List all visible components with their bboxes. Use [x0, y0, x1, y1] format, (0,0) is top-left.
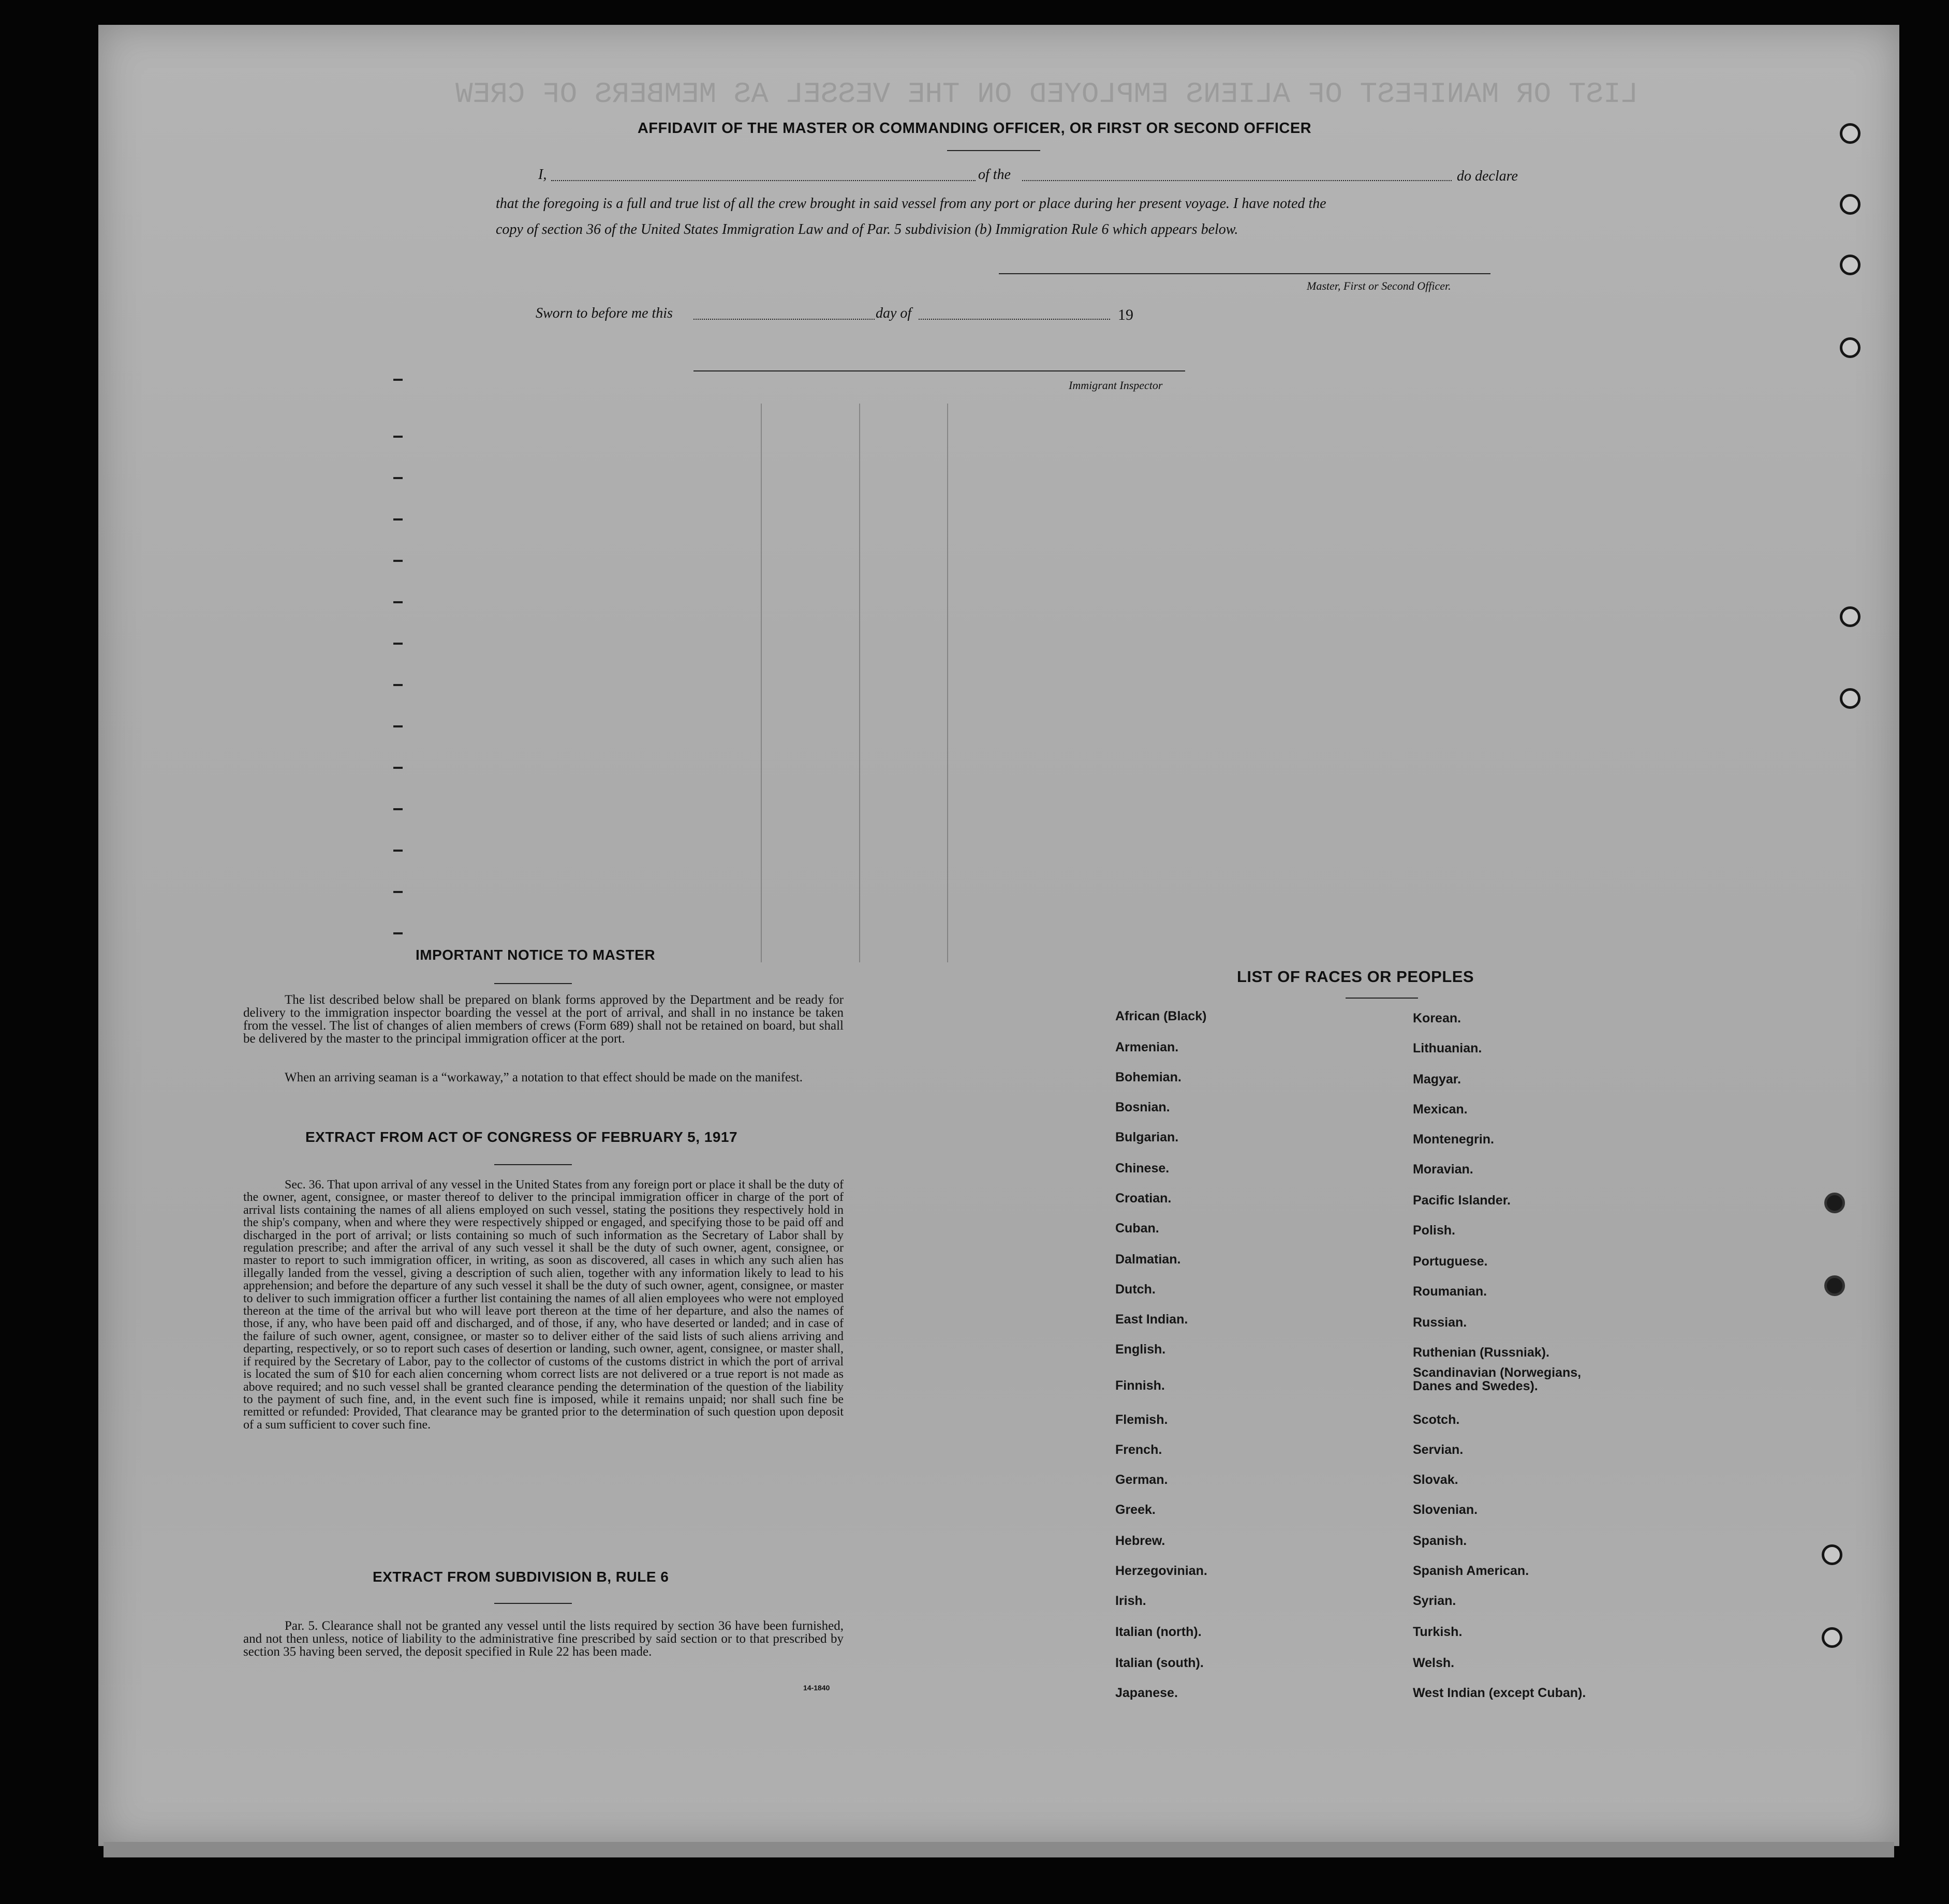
act-title: EXTRACT FROM ACT OF CONGRESS OF FEBRUARY 5, 1917	[305, 1129, 738, 1145]
punch-hole	[1840, 255, 1861, 275]
form-number: 14-1840	[803, 1684, 830, 1692]
punch-hole	[1840, 337, 1861, 358]
race-right-item: Lithuanian.	[1413, 1041, 1482, 1055]
race-left-item: Irish.	[1115, 1594, 1146, 1608]
race-right-item: Scandinavian (Norwegians, Danes and Swedes).	[1413, 1365, 1582, 1393]
race-right-item: Mexican.	[1413, 1102, 1468, 1117]
race-right-item: Magyar.	[1413, 1072, 1461, 1087]
race-right-item: Slovenian.	[1413, 1503, 1478, 1517]
rule-title: EXTRACT FROM SUBDIVISION B, RULE 6	[373, 1569, 669, 1585]
margin-mark	[393, 436, 403, 438]
affidavit-do-declare: do declare	[1457, 168, 1518, 184]
race-left-item: Greek.	[1115, 1503, 1156, 1517]
margin-mark	[393, 560, 403, 562]
sworn-label: Sworn to before me this	[536, 305, 673, 321]
race-right-item: Roumanian.	[1413, 1284, 1487, 1299]
race-left-item: Chinese.	[1115, 1161, 1170, 1176]
show-through-column-rule	[761, 404, 762, 962]
race-right-item: Polish.	[1413, 1223, 1455, 1238]
race-left-item: German.	[1115, 1472, 1168, 1487]
show-through-column-rule	[859, 404, 860, 962]
margin-mark	[393, 518, 403, 520]
act-section-36-text: Sec. 36. That upon arrival of any vessel in the United States from any foreign port or place it shall be the duty of the owner, agent, consignee, or master thereof to deliver to the principal immigration officer in charge of the port of arrival lists containing the names of all aliens employed on such vessel, stating the positions they respectively hold in the ship's company, when and where they were respectively shipped or engaged, and specifying those to be paid off and discharged in the port of arrival; or lists containing so much of such information as the Secretary of Labor shall by regulation prescribe; and after the arrival of any such vessel it shall be the duty of such owner, agent, consignee, or master to report to such immigration officer, in writing, as soon as discovered, all cases in which any such alien has illegally landed from the vessel, giving a description of such alien, together with any information likely to lead to his apprehension; and before the departure of any such vessel it shall be the duty of such owner, agent, consignee, or master to deliver to such immigration officer a further list containing the names of all alien employees who were not employed thereon at the time of the arrival but who will leave port thereon at the time of her departure, and also the names of those, if any, who have been paid off and discharged, and of those, if any, who have deserted or landed; and in case of the failure of such owner, agent, consignee, or master so to deliver either of the said lists of such aliens arriving and departing, respectively, or so to report such cases of desertion or landing, such owner, agent, consignee, or master shall, if required by the Secretary of Labor, pay to the collector of customs of the customs district in which the port of arrival is located the sum of $10 for each alien concerning whom correct lists are not delivered or a true report is not made as above required; and no such vessel shall be granted clearance pending the determination of the question of the liability to the payment of such fine, and, in the event such fine is imposed, while it remains unpaid; nor shall such fine be remitted or refunded: Provided, That clearance may be granted prior to the determination of such question upon deposit of a sum sufficient to cover such fine.	[243, 1178, 844, 1432]
margin-mark	[393, 891, 403, 893]
margin-mark	[393, 767, 403, 769]
race-left-item: Herzegovinian.	[1115, 1564, 1207, 1578]
sworn-month-field[interactable]	[919, 319, 1110, 320]
race-left-item: Dalmatian.	[1115, 1252, 1181, 1267]
race-left-item: English.	[1115, 1342, 1166, 1357]
punch-hole	[1824, 1193, 1845, 1213]
race-left-item: Croatian.	[1115, 1191, 1172, 1206]
form-page	[98, 25, 1899, 1846]
race-right-item: West Indian (except Cuban).	[1413, 1686, 1586, 1700]
race-left-item: Italian (north).	[1115, 1625, 1202, 1639]
inspector-signature-line[interactable]	[693, 370, 1185, 371]
margin-mark	[393, 379, 403, 381]
margin-mark	[393, 643, 403, 645]
act-underline	[494, 1164, 572, 1165]
race-right-item: Spanish American.	[1413, 1564, 1529, 1578]
race-left-item: Armenian.	[1115, 1040, 1179, 1054]
punch-hole	[1840, 688, 1861, 709]
day-of-label: day of	[876, 305, 912, 321]
race-right-item: Turkish.	[1413, 1625, 1463, 1639]
race-right-item: Welsh.	[1413, 1656, 1455, 1670]
race-left-item: Bulgarian.	[1115, 1130, 1179, 1144]
race-right-item: Portuguese.	[1413, 1254, 1488, 1269]
notice-title: IMPORTANT NOTICE TO MASTER	[416, 947, 656, 963]
race-left-item: Flemish.	[1115, 1412, 1168, 1427]
race-right-item: Russian.	[1413, 1315, 1467, 1330]
race-right-item: Servian.	[1413, 1442, 1464, 1457]
punch-hole	[1824, 1275, 1845, 1296]
punch-hole	[1822, 1627, 1842, 1648]
race-left-item: East Indian.	[1115, 1312, 1188, 1327]
margin-mark	[393, 808, 403, 810]
race-right-item: Korean.	[1413, 1011, 1461, 1025]
margin-mark	[393, 684, 403, 686]
punch-hole	[1840, 606, 1861, 627]
master-name-field[interactable]	[551, 180, 976, 181]
show-through-header: LIST OR MANIFEST OF ALIENS EMPLOYED ON THE VESSEL AS MEMBERS OF CREW	[455, 78, 1638, 111]
race-left-item: Bohemian.	[1115, 1070, 1182, 1084]
affidavit-line-3: copy of section 36 of the United States Immigration Law and of Par. 5 subdivision (b) Immigration Rule 6 which appears below.	[496, 221, 1238, 237]
margin-mark	[393, 850, 403, 852]
master-signature-line[interactable]	[999, 273, 1490, 274]
race-right-item: Pacific Islander.	[1413, 1193, 1511, 1208]
margin-mark	[393, 477, 403, 479]
year-prefix: 19	[1118, 306, 1133, 323]
punch-hole	[1840, 194, 1861, 215]
margin-mark	[393, 725, 403, 727]
race-right-item: Syrian.	[1413, 1594, 1456, 1608]
race-right-item: Spanish.	[1413, 1534, 1467, 1548]
race-right-item: Montenegrin.	[1413, 1132, 1494, 1147]
notice-underline	[494, 983, 572, 984]
show-through-column-rule	[947, 404, 948, 962]
sworn-day-field[interactable]	[693, 319, 875, 320]
margin-mark	[393, 601, 403, 603]
race-left-item: Finnish.	[1115, 1378, 1165, 1393]
race-left-item: Italian (south).	[1115, 1656, 1204, 1670]
race-left-item: Bosnian.	[1115, 1100, 1170, 1114]
race-left-item: Dutch.	[1115, 1282, 1156, 1297]
affidavit-title: AFFIDAVIT OF THE MASTER OR COMMANDING OFFICER, OR FIRST OR SECOND OFFICER	[637, 120, 1312, 137]
notice-paragraph-1: The list described below shall be prepared on blank forms approved by the Department and be ready for delivery to the immigration inspector boarding the vessel at the port of arrival, and shall in no instance be taken from the vessel. The list of changes of alien members of crews (Form 689) shall not be retained on board, but shall be delivered by the master to the principal immigration officer at the port.	[243, 993, 844, 1046]
notice-paragraph-2: When an arriving seaman is a “workaway,” a notation to that effect should be made on the manifest.	[285, 1070, 803, 1084]
races-title: LIST OF RACES OR PEOPLES	[1237, 968, 1474, 986]
punch-hole	[1822, 1544, 1842, 1565]
page-edge	[104, 1842, 1894, 1857]
rule-underline	[494, 1603, 572, 1604]
margin-mark	[393, 932, 403, 934]
races-underline	[1346, 998, 1418, 999]
race-right-item: Moravian.	[1413, 1162, 1473, 1177]
race-left-item: Cuban.	[1115, 1221, 1159, 1236]
race-left-item: Hebrew.	[1115, 1534, 1165, 1548]
affidavit-line-2: that the foregoing is a full and true list of all the crew brought in said vessel from any port or place during her present voyage. I have noted the	[496, 196, 1326, 212]
race-left-item: African (Black)	[1115, 1009, 1207, 1023]
race-left-item: Japanese.	[1115, 1686, 1178, 1700]
race-right-item: Scotch.	[1413, 1412, 1460, 1427]
race-right-item: Ruthenian (Russniak).	[1413, 1345, 1549, 1360]
race-left-item: French.	[1115, 1442, 1162, 1457]
master-signature-label: Master, First or Second Officer.	[1307, 279, 1451, 292]
title-underline	[947, 150, 1040, 151]
rule-paragraph: Par. 5. Clearance shall not be granted any vessel until the lists required by section 36 have been furnished, and not then unless, notice of liability to the administrative fine prescribed by said section or to that prescribed by section 35 having been served, the deposit specified in Rule 22 has been made.	[243, 1619, 844, 1659]
affidavit-of-the-label: of the	[978, 167, 1011, 183]
race-right-item: Slovak.	[1413, 1472, 1458, 1487]
inspector-label: Immigrant Inspector	[1069, 379, 1163, 392]
vessel-name-field[interactable]	[1022, 180, 1452, 181]
affidavit-i-label: I,	[538, 167, 547, 183]
